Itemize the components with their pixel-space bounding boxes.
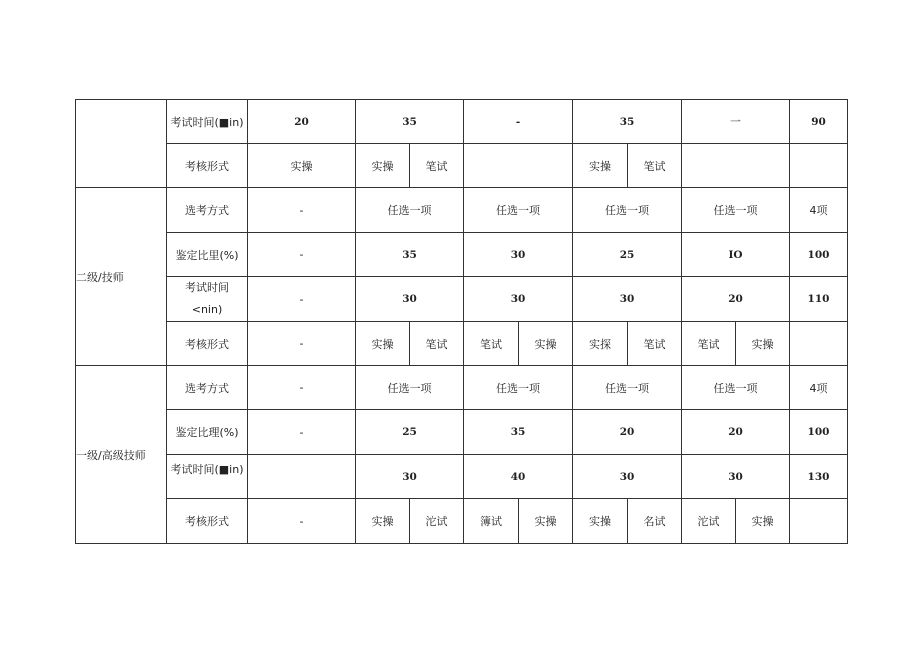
cell-total: 130 <box>790 455 848 499</box>
cell-value: 35 <box>573 100 682 144</box>
cell-value: 任选一项 <box>464 188 573 233</box>
table-row <box>76 188 848 233</box>
cell-empty <box>790 322 848 366</box>
cell-value: 40 <box>464 455 573 499</box>
cell-value: 实操 <box>356 499 410 544</box>
row-label <box>167 277 248 322</box>
cell-value: 笔试 <box>628 144 682 188</box>
cell-value: 实操 <box>248 144 356 188</box>
cell-total: 4项 <box>790 366 848 410</box>
cell-value: 一 <box>682 100 790 144</box>
table-row <box>76 100 848 144</box>
cell-value: - <box>248 366 356 410</box>
cell-value: 20 <box>682 277 790 322</box>
cell-value: 笔试 <box>410 144 464 188</box>
cell-value: 沱试 <box>410 499 464 544</box>
cell-value: 30 <box>464 277 573 322</box>
group-cell-empty <box>76 100 167 188</box>
cell-value: 任选一项 <box>356 366 464 410</box>
group-label: 一级/高级技师 <box>76 366 167 544</box>
cell-value: 20 <box>573 410 682 455</box>
cell-value: 名试 <box>628 499 682 544</box>
table-row <box>76 277 848 322</box>
table-row <box>76 144 848 188</box>
cell-value: 任选一项 <box>573 366 682 410</box>
row-label: 考试时间(■in) <box>167 100 248 144</box>
cell-value: - <box>248 277 356 322</box>
cell-value: 25 <box>356 410 464 455</box>
cell-total: 4项 <box>790 188 848 233</box>
cell-value: 35 <box>356 233 464 277</box>
cell-value: 30 <box>682 455 790 499</box>
cell-value: 沱试 <box>682 499 736 544</box>
row-label: 鉴定比里(%) <box>167 233 248 277</box>
cell-value: 任选一项 <box>682 188 790 233</box>
cell-value: 实操 <box>573 499 628 544</box>
cell-value: 任选一项 <box>464 366 573 410</box>
row-label-line2: <nin) <box>191 303 223 316</box>
row-label-line1: 考试时间 <box>185 281 229 294</box>
cell-value: 35 <box>464 410 573 455</box>
cell-value: 35 <box>356 100 464 144</box>
cell-value: 实操 <box>736 322 790 366</box>
cell-value: - <box>248 322 356 366</box>
table-row <box>76 499 848 544</box>
cell-value: 30 <box>573 277 682 322</box>
table-row <box>76 366 848 410</box>
cell-empty <box>464 144 573 188</box>
cell-value: - <box>464 100 573 144</box>
row-label: 选考方式 <box>167 188 248 233</box>
cell-total: 100 <box>790 233 848 277</box>
row-label: 考核形式 <box>167 499 248 544</box>
cell-empty <box>790 144 848 188</box>
table-row <box>76 455 848 499</box>
cell-value: 实操 <box>519 322 573 366</box>
cell-value: 实探 <box>573 322 628 366</box>
row-label: 考试时间(■in) <box>167 455 248 499</box>
table-row <box>76 322 848 366</box>
cell-value: 实操 <box>736 499 790 544</box>
cell-value: 任选一项 <box>573 188 682 233</box>
cell-value: - <box>248 499 356 544</box>
row-label: 鉴定比理(%) <box>167 410 248 455</box>
cell-total: 90 <box>790 100 848 144</box>
cell-value: 25 <box>573 233 682 277</box>
cell-value: 20 <box>682 410 790 455</box>
cell-total: 110 <box>790 277 848 322</box>
cell-value: 实操 <box>356 144 410 188</box>
cell-value: 笔试 <box>410 322 464 366</box>
group-label: 二级/技师 <box>76 188 167 366</box>
cell-value: 簿试 <box>464 499 519 544</box>
cell-empty <box>790 499 848 544</box>
cell-value: 笔试 <box>682 322 736 366</box>
table-row <box>76 233 848 277</box>
row-label: 选考方式 <box>167 366 248 410</box>
cell-value: - <box>248 188 356 233</box>
cell-value: - <box>248 410 356 455</box>
row-label: 考核形式 <box>167 144 248 188</box>
table-row <box>76 410 848 455</box>
cell-value: 实操 <box>519 499 573 544</box>
cell-value: 30 <box>356 277 464 322</box>
cell-total: 100 <box>790 410 848 455</box>
cell-value: 笔试 <box>464 322 519 366</box>
cell-value: 实操 <box>573 144 628 188</box>
cell-value: 20 <box>248 100 356 144</box>
cell-value: IO <box>682 233 790 277</box>
cell-value: 笔试 <box>628 322 682 366</box>
assessment-table <box>75 99 848 544</box>
cell-value: 任选一项 <box>682 366 790 410</box>
cell-value: 任选一项 <box>356 188 464 233</box>
cell-value: 30 <box>356 455 464 499</box>
row-label: 考核形式 <box>167 322 248 366</box>
cell-value: 实操 <box>356 322 410 366</box>
cell-value: 30 <box>464 233 573 277</box>
cell-value: 30 <box>573 455 682 499</box>
cell-empty <box>682 144 790 188</box>
cell-value: - <box>248 233 356 277</box>
cell-empty <box>248 455 356 499</box>
